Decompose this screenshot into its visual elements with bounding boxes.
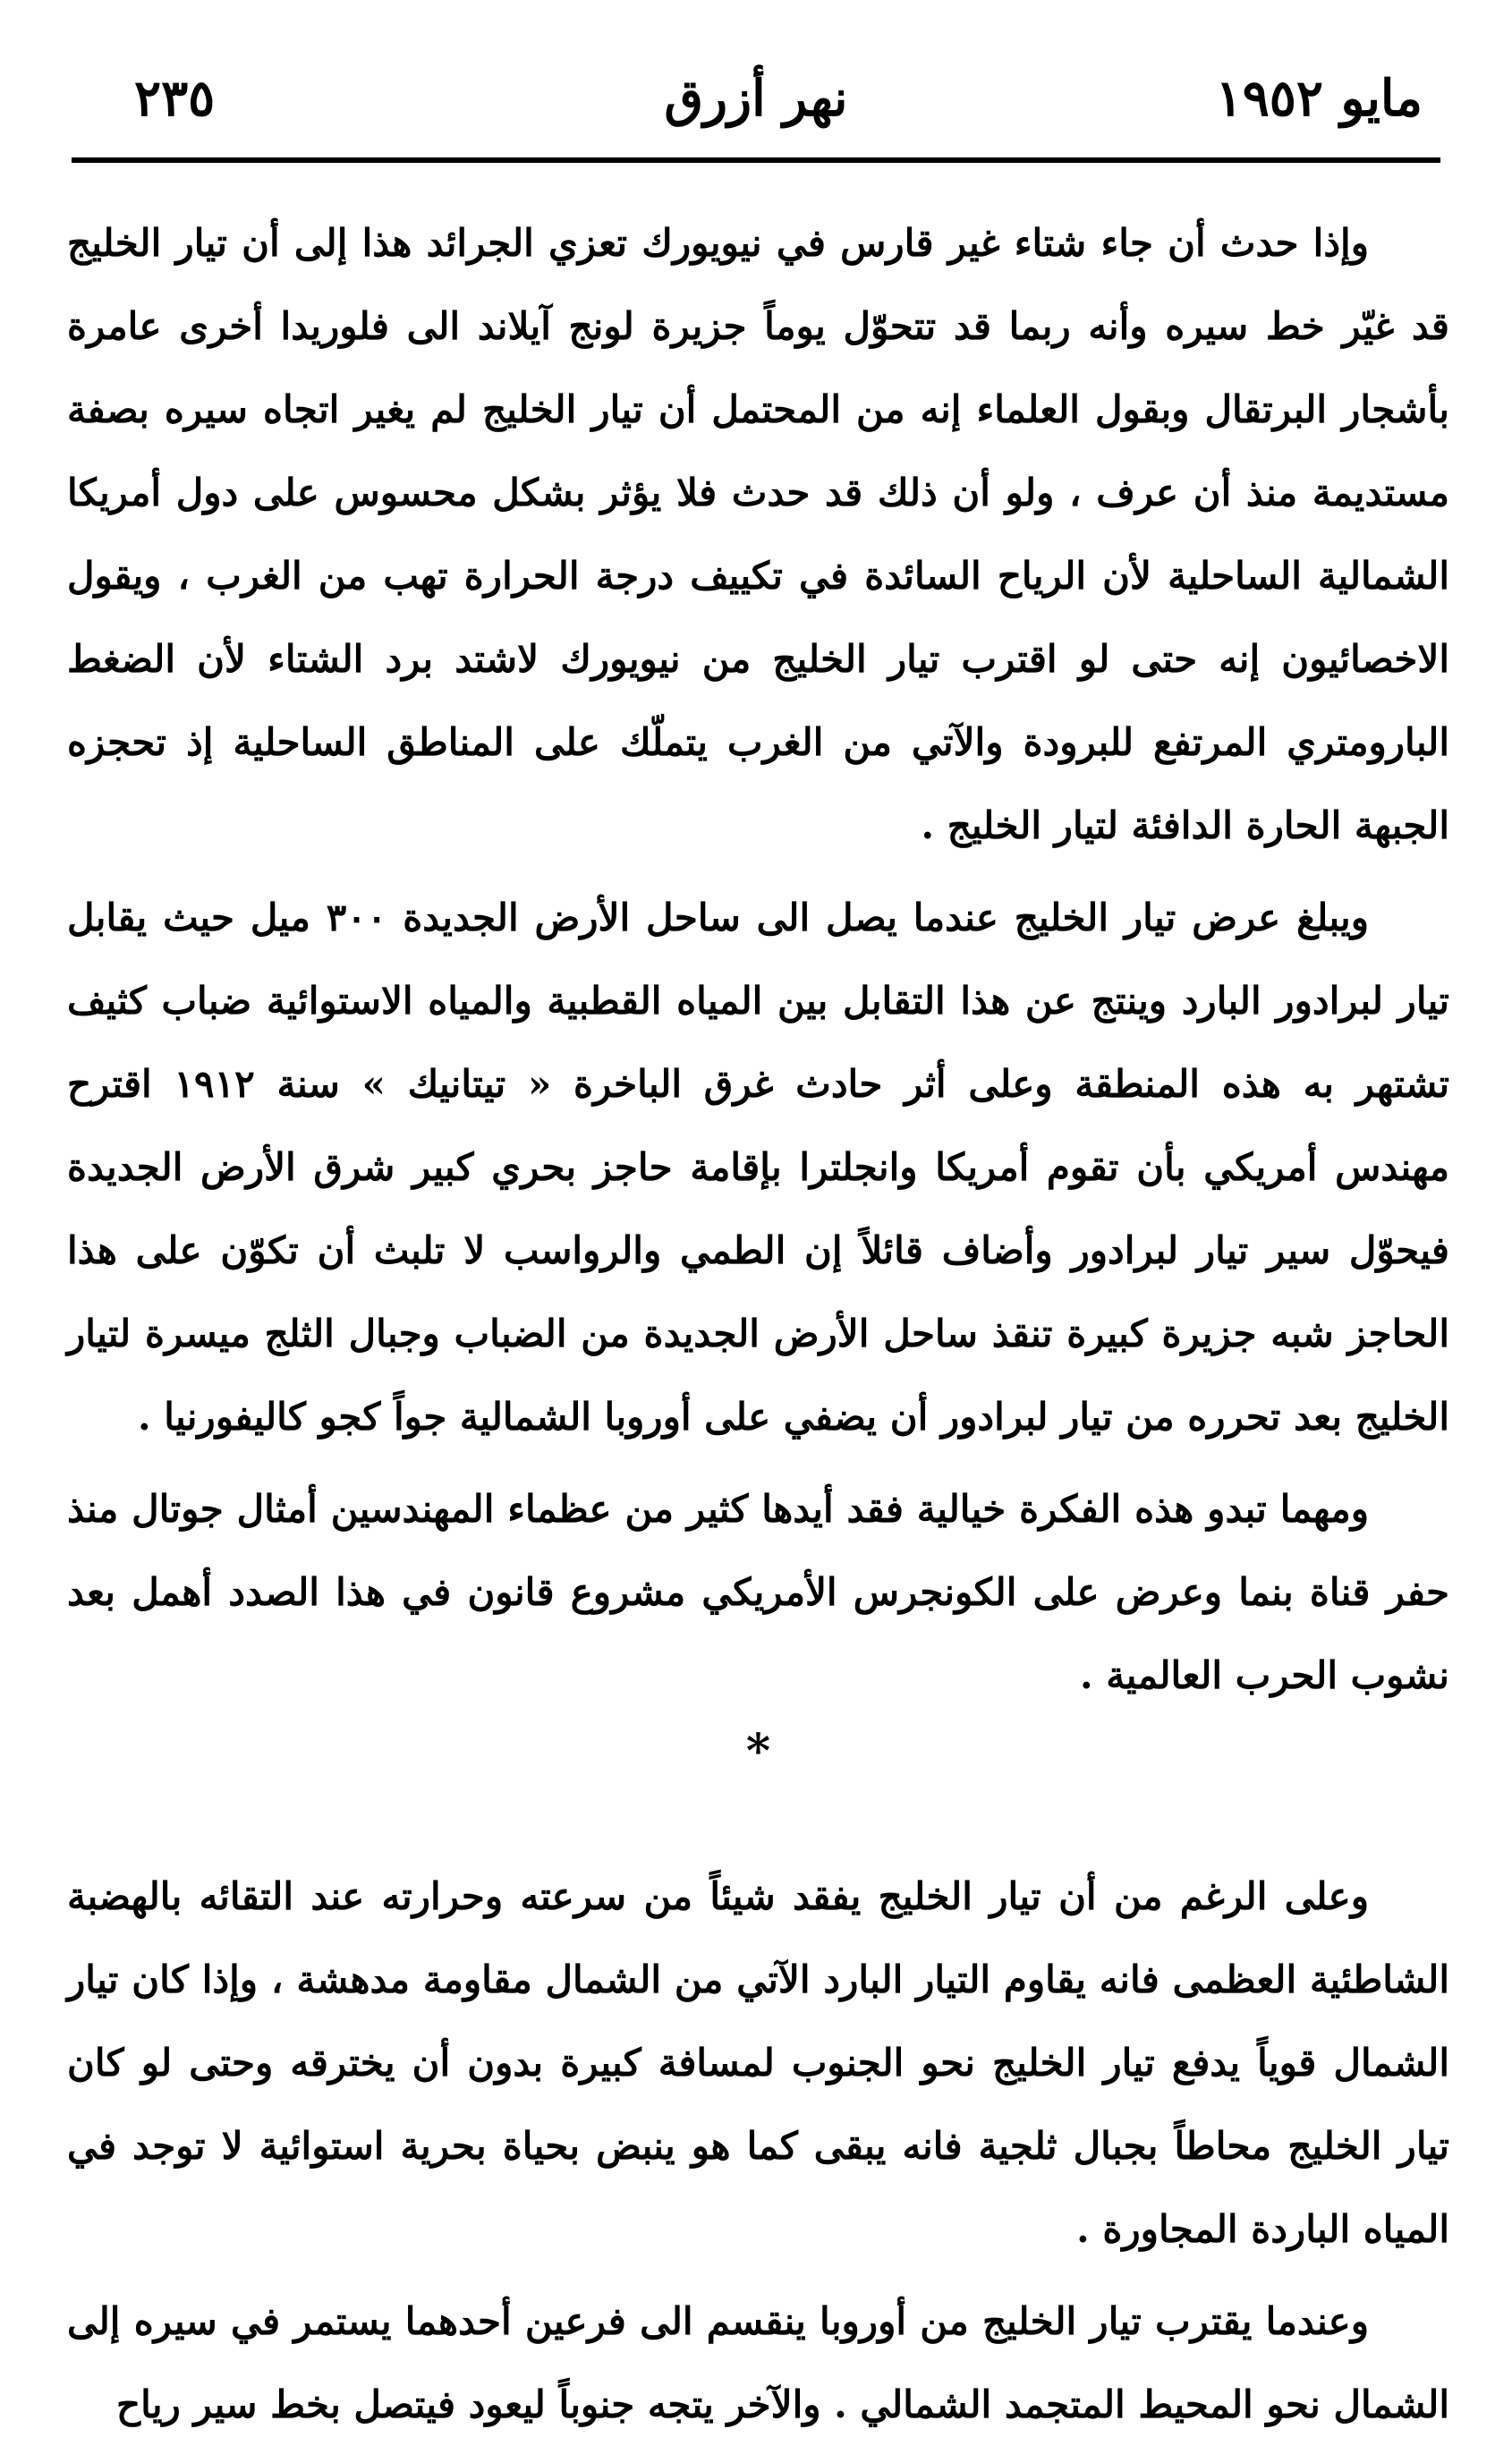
article-body bbox=[67, 201, 1449, 2446]
running-header bbox=[72, 54, 1440, 152]
paragraph-5: وعندما يقترب تيار الخليج من أوروبا ينقسم الى فرعين أحدهما يستمر في سيره إلى الشمال نحو المحيط المتجمد الشمالي . والآخر يتجه جنوباً ليعود فيتصل بخط سير رياح bbox=[67, 2299, 1449, 2426]
paragraph-2: ويبلغ عرض تيار الخليج عندما يصل الى ساحل الأرض الجديدة ٣٠٠ ميل حيث يقابل تيار لبرادور البارد وينتج عن هذا التقابل بين المياه القطبية والمياه الاستوائية ضباب كثيف تشتهر به هذه المنطقة وعلى أثر حادث غرق الباخرة « تيتانيك » سنة ١٩١٢ اقترح مهندس أمريكي بأن تقوم أمريكا وانجلترا بإقامة حاجز بحري كبير شرق الأرض الجديدة فيحوّل سير تيار لبرادور وأضاف قائلاً إن الطمي والرواسب لا تلبث أن تكوّن على هذا الحاجز شبه جزيرة كبيرة تنقذ ساحل الأرض الجديدة من الضباب وجبال الثلج ميسرة لتيار الخليج بعد تحرره من تيار لبرادور أن يضفي على أوروبا الشمالية جواً كجو كاليفورنيا . bbox=[67, 896, 1450, 1439]
page-number: ٢٣٥ bbox=[134, 69, 216, 128]
section-separator: * bbox=[745, 1724, 771, 1779]
paragraph-1: وإذا حدث أن جاء شتاء غير قارس في نيويورك تعزي الجرائد هذا إلى أن تيار الخليج قد غيّر خط سيره وأنه ربما قد تتحوّل يوماً جزيرة لونج آيلاند الى فلوريدا أخرى عامرة بأشجار البرتقال وبقول العلماء إنه من المحتمل أن تيار الخليج لم يغير اتجاه سيره بصفة مستديمة منذ أن عرف ، ولو أن ذلك قد حدث فلا يؤثر بشكل محسوس على دول أمريكا الشمالية الساحلية لأن الرياح السائدة في تكييف درجة الحرارة تهب من الغرب ، ويقول الاخصائيون إنه حتى لو اقترب تيار الخليج من نيويورك لاشتد برد الشتاء لأن الضغط البارومتري المرتفع للبرودة والآتي من الغرب يتملّك على المناطق الساحلية إذ تحجزه الجبهة الحارة الدافئة لتيار الخليج . bbox=[67, 221, 1449, 847]
paragraph-3: ومهما تبدو هذه الفكرة خيالية فقد أيدها كثير من عظماء المهندسين أمثال جوتال منذ حفر قناة بنما وعرض على الكونجرس الأمريكي مشروع قانون في هذا الصدد أهمل بعد نشوب الحرب العالمية . bbox=[67, 1487, 1449, 1697]
header-rule bbox=[72, 157, 1440, 163]
paragraph-4: وعلى الرغم من أن تيار الخليج يفقد شيئاً من سرعته وحرارته عند التقائه بالهضبة الشاطئية العظمى فانه يقاوم التيار البارد الآتي من الشمال مقاومة مدهشة ، وإذا كان تيار الشمال قوياً يدفع تيار الخليج نحو الجنوب لمسافة كبيرة بدون أن يخترقه وحتى لو كان تيار الخليج محاطاً بجبال ثلجية فانه يبقى كما هو ينبض بحياة بحرية استوائية لا توجد في المياه الباردة المجاورة . bbox=[67, 1874, 1449, 2251]
running-title: نهر أزرق bbox=[664, 69, 848, 128]
issue-date: مايو ١٩٥٢ bbox=[1215, 69, 1423, 128]
